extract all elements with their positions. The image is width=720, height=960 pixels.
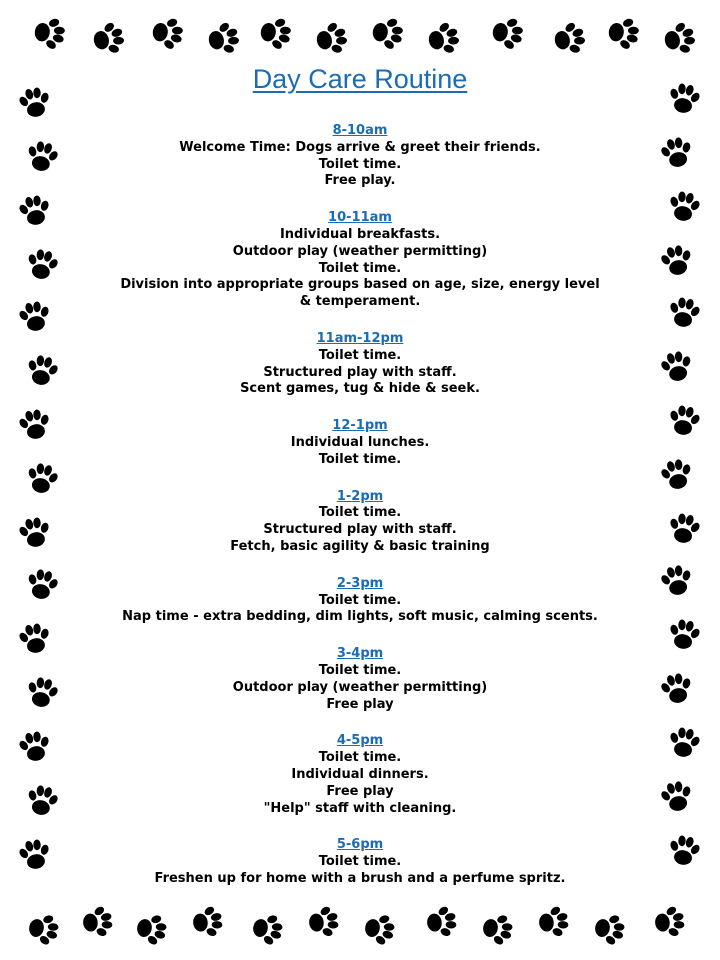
paw-print-icon xyxy=(666,617,703,652)
schedule-list xyxy=(92,119,628,888)
time-slot-heading: 4-5pm xyxy=(336,733,384,749)
time-slot-heading: 5-6pm xyxy=(336,837,384,853)
paw-print-icon xyxy=(537,904,570,940)
activity-line: Structured play with staff. xyxy=(263,522,457,538)
paw-print-icon xyxy=(16,193,53,228)
paw-print-icon xyxy=(23,246,61,282)
paw-print-icon xyxy=(666,725,703,760)
activity-line: Toilet time. xyxy=(318,750,402,766)
activity-line: Individual lunches. xyxy=(290,434,430,450)
schedule-block xyxy=(92,572,628,626)
activity-line: Welcome Time: Dogs arrive & greet their friends. xyxy=(179,139,541,155)
paw-print-icon xyxy=(552,19,588,58)
paw-print-icon xyxy=(23,352,61,388)
schedule-block xyxy=(92,729,628,817)
paw-print-icon xyxy=(16,837,53,872)
activity-line: Fetch, basic agility & basic training xyxy=(230,538,490,554)
paw-print-icon xyxy=(250,911,285,948)
routine-sheet xyxy=(92,62,628,904)
paw-print-icon xyxy=(16,299,53,334)
paw-print-icon xyxy=(426,19,462,58)
activity-line: Outdoor play (weather permitting) xyxy=(232,243,488,259)
paw-print-icon xyxy=(653,904,686,940)
paw-print-icon xyxy=(23,138,61,174)
paw-print-icon xyxy=(23,674,61,710)
paw-print-icon xyxy=(491,15,526,52)
paw-print-icon xyxy=(666,403,703,438)
activity-line: Outdoor play (weather permitting) xyxy=(232,679,488,695)
paw-print-icon xyxy=(607,15,642,52)
schedule-block xyxy=(92,327,628,398)
paw-print-icon xyxy=(666,295,703,330)
paw-print-icon xyxy=(662,19,698,58)
activity-line: Free play. xyxy=(324,173,396,189)
activity-line: Toilet time. xyxy=(318,592,402,608)
paw-print-icon xyxy=(16,515,53,550)
paw-print-icon xyxy=(16,621,53,656)
schedule-block xyxy=(92,833,628,887)
paw-print-icon xyxy=(658,562,696,598)
paw-print-icon xyxy=(307,904,340,940)
activity-line: Toilet time. xyxy=(318,260,402,276)
activity-line: Nap time - extra bedding, dim lights, soft music, calming scents. xyxy=(122,609,598,625)
paw-print-icon xyxy=(658,670,696,706)
paw-print-icon xyxy=(23,782,61,818)
paw-print-icon xyxy=(371,15,406,52)
activity-line: Toilet time. xyxy=(318,156,402,172)
paw-print-icon xyxy=(658,242,696,278)
activity-line: Freshen up for home with a brush and a perfume spritz. xyxy=(154,870,566,886)
paw-print-icon xyxy=(16,729,53,764)
activity-line: & temperament. xyxy=(299,294,421,310)
activity-line: Toilet time. xyxy=(318,347,402,363)
activity-line: Toilet time. xyxy=(318,505,402,521)
paw-print-icon xyxy=(666,511,703,546)
paw-print-icon xyxy=(151,15,186,52)
paw-print-icon xyxy=(206,19,242,58)
time-slot-heading: 2-3pm xyxy=(336,575,384,591)
activity-line: Free play xyxy=(326,696,394,712)
paw-print-icon xyxy=(480,911,515,948)
activity-line: Scent games, tug & hide & seek. xyxy=(240,381,480,397)
paw-print-icon xyxy=(191,904,224,940)
schedule-block xyxy=(92,485,628,556)
schedule-block xyxy=(92,414,628,468)
schedule-block xyxy=(92,642,628,713)
paw-print-icon xyxy=(425,904,458,940)
activity-line: Toilet time. xyxy=(318,662,402,678)
paw-print-icon xyxy=(134,911,169,948)
page-title: Day Care Routine xyxy=(252,64,468,94)
paw-print-icon xyxy=(91,19,127,58)
time-slot-heading: 8-10am xyxy=(332,123,388,138)
paw-print-icon xyxy=(16,85,53,120)
activity-line: Individual dinners. xyxy=(291,766,429,782)
paw-print-icon xyxy=(33,15,68,52)
paw-print-icon xyxy=(16,407,53,442)
paw-print-icon xyxy=(658,134,696,170)
paw-print-icon xyxy=(314,19,350,58)
paw-print-icon xyxy=(666,81,703,116)
activity-line: Division into appropriate groups based on age, size, energy level xyxy=(120,277,600,293)
paw-print-icon xyxy=(666,189,703,224)
activity-line: Toilet time. xyxy=(318,451,402,467)
paw-print-icon xyxy=(666,833,703,868)
paw-print-icon xyxy=(81,904,114,940)
time-slot-heading: 3-4pm xyxy=(336,646,384,662)
schedule-block xyxy=(92,119,628,190)
time-slot-heading: 11am-12pm xyxy=(316,330,404,346)
paw-print-icon xyxy=(592,911,627,948)
activity-line: Structured play with staff. xyxy=(263,364,457,380)
activity-line: "Help" staff with cleaning. xyxy=(263,800,457,816)
time-slot-heading: 12-1pm xyxy=(332,418,388,434)
time-slot-heading: 1-2pm xyxy=(336,488,384,504)
paw-print-icon xyxy=(26,911,61,948)
time-slot-heading: 10-11am xyxy=(328,210,392,226)
paw-print-icon xyxy=(658,456,696,492)
paw-print-icon xyxy=(23,460,61,496)
schedule-block xyxy=(92,206,628,311)
activity-line: Toilet time. xyxy=(318,854,402,870)
activity-line: Individual breakfasts. xyxy=(279,226,441,242)
paw-print-icon xyxy=(362,911,397,948)
paw-print-icon xyxy=(23,566,61,602)
paw-print-icon xyxy=(658,778,696,814)
paw-print-icon xyxy=(259,15,294,52)
activity-line: Free play xyxy=(326,783,394,799)
paw-print-icon xyxy=(658,348,696,384)
